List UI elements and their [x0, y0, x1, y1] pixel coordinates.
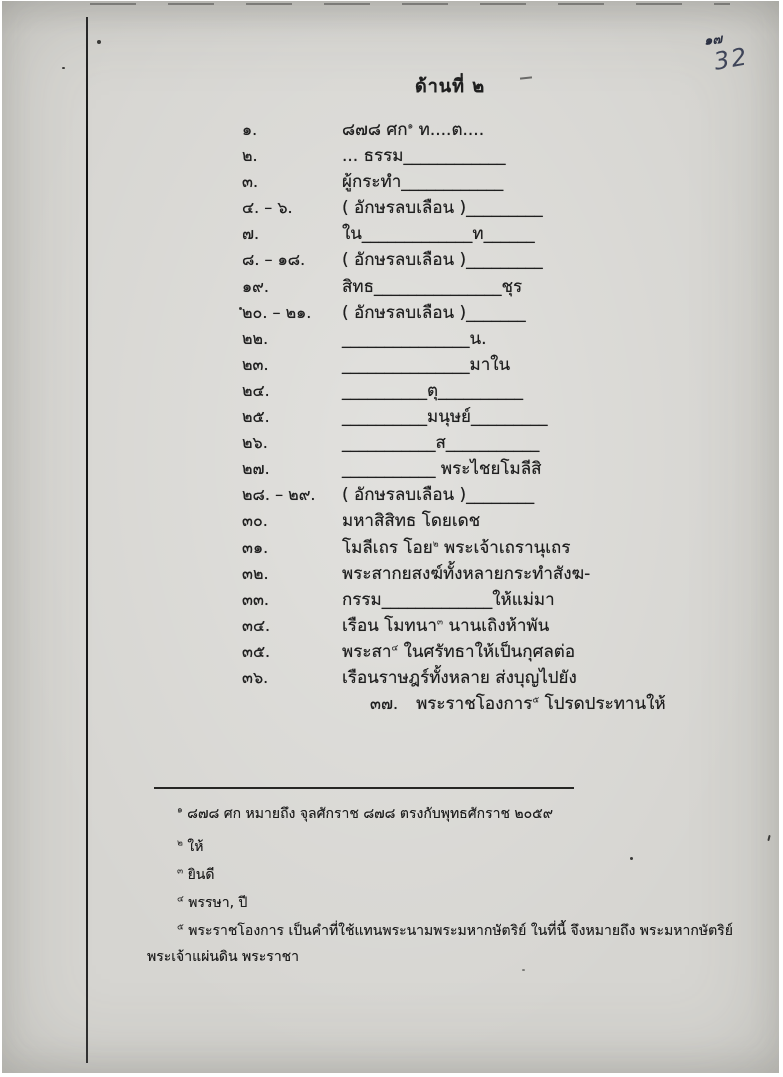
left-margin-rule	[86, 17, 88, 1063]
ink-speck	[239, 307, 242, 310]
list-row	[242, 482, 762, 508]
line-number: ๔. – ๖.	[242, 198, 293, 218]
line-text: ( อักษรลบเลือน )_________	[342, 250, 543, 271]
footnote-marker: ๑	[177, 805, 183, 816]
footnote: $^๒$ ให้	[177, 838, 204, 855]
line-text: ( อักษรลบเลือน )________	[342, 485, 535, 506]
line-number: ๓๕.	[242, 641, 271, 661]
line-text: ___________ พระไชยโมลีสิ	[342, 459, 542, 480]
line-number: ๓๗.	[370, 694, 399, 714]
footnote-ref: ๑	[407, 121, 414, 132]
footnote-ref: ๕	[532, 695, 540, 706]
list-row	[242, 587, 762, 613]
list-row	[242, 326, 762, 352]
line-text: โมลีเถร โอย$^๒$ พระเจ้าเถรานุเถร	[342, 537, 571, 558]
line-text: __________ตุ__________	[342, 380, 524, 401]
line-text: พระราชโองการ$^๕$ โปรดประทานให้	[416, 694, 666, 715]
ink-speck	[97, 40, 101, 44]
page-heading: ด้านที่ ๒	[415, 76, 486, 97]
line-text: พระสา$^๔$ ในศรัทธาให้เป็นกุศลต่อ	[342, 641, 576, 662]
line-text: ผู้กระทำ____________	[342, 172, 504, 193]
list-row	[242, 195, 762, 221]
list-row	[242, 143, 762, 169]
list-row	[242, 352, 762, 378]
line-number: ๑๙.	[242, 276, 269, 296]
line-number: ๒๘. – ๒๙.	[242, 485, 316, 505]
list-row	[242, 613, 762, 639]
line-text: ๘๗๘ ศก$^๑$ ท....ต....	[342, 120, 485, 140]
ink-speck	[522, 969, 525, 971]
ink-speck	[767, 835, 770, 841]
footnote-ref: ๒	[432, 538, 439, 549]
line-number: ๒๐. – ๒๑.	[242, 302, 312, 322]
list-row	[242, 221, 762, 247]
line-number: ๒๒.	[242, 328, 269, 348]
line-text: กรรม_____________ให้แม่มา	[342, 589, 555, 610]
pen-dash-mark	[520, 76, 532, 79]
line-text: _______________น.	[342, 328, 487, 349]
footnote-marker: ๓	[177, 866, 184, 877]
footnote-divider	[154, 787, 574, 789]
list-row	[242, 508, 762, 534]
list-row	[242, 404, 762, 430]
list-row	[242, 378, 762, 404]
line-text: _______________มาใน	[342, 354, 511, 375]
list-row	[242, 639, 762, 665]
line-number: ๗.	[242, 224, 260, 244]
footnote: $^๑$ ๘๗๘ ศก หมายถึง จุลศักราช ๘๗๘ ตรงกับพุทธศักราช ๒๐๕๙	[177, 805, 554, 822]
footnote-marker: ๒	[177, 838, 183, 849]
line-text: เรือนราษฎร์ทั้งหลาย ส่งบุญไปยัง	[342, 667, 577, 688]
line-text: สิทธ_______________ชุร	[342, 276, 523, 297]
document-page	[2, 1, 779, 1073]
line-text: ... ธรรม____________	[342, 146, 506, 167]
line-number: ๑.	[242, 120, 258, 139]
list-row	[242, 430, 762, 456]
line-text: __________มนุษย์_________	[342, 407, 548, 428]
footnotes	[147, 801, 765, 972]
line-number: ๒๖.	[242, 433, 268, 453]
list-row	[242, 561, 762, 587]
line-text: ( อักษรลบเลือน )_______	[342, 302, 526, 323]
line-text: มหาสิสิทธ โดยเดช	[342, 511, 481, 532]
ink-speck	[630, 857, 633, 860]
list-row	[242, 300, 762, 326]
line-number: ๘. – ๑๘.	[242, 250, 306, 270]
line-number: ๓.	[242, 172, 259, 192]
list-row	[242, 535, 762, 561]
footnote-marker: ๔	[177, 894, 184, 905]
line-number: ๒๕.	[242, 407, 270, 427]
line-number: ๒๗.	[242, 459, 270, 479]
handwritten-stamp: ๑๗	[703, 32, 723, 49]
footnote: $^๓$ ยินดี	[177, 866, 215, 883]
scan-edge-artifact	[90, 3, 730, 5]
line-number: ๓๐.	[242, 511, 268, 531]
footnote: $^๕$ พระราชโองการ เป็นคำที่ใช้แทนพระนามพระมหากษัตริย์ ในที่นี้ จึงหมายถึง พระมหากษัตริย์ พระเจ้าแผ่นดิน พระราชา	[147, 922, 733, 965]
footnote: $^๔$ พรรษา, ปี	[177, 894, 248, 911]
line-number: ๓๒.	[242, 563, 269, 583]
line-number: ๓๖.	[242, 667, 269, 687]
handwritten-page-number: 32	[711, 42, 751, 76]
list-row	[242, 169, 762, 195]
line-number: ๓๑.	[242, 537, 269, 557]
list-row	[242, 274, 762, 300]
line-number: ๓๓.	[242, 589, 269, 609]
footnote-ref: ๔	[391, 643, 399, 654]
line-text: พระสากยสงฆ์ทั้งหลายกระทำสังฆ-	[342, 563, 591, 584]
numbered-list	[242, 117, 762, 717]
footnote-ref: ๓	[436, 617, 444, 628]
line-number: ๒๓.	[242, 354, 269, 374]
line-text: ___________ส___________	[342, 433, 540, 454]
line-number: ๓๔.	[242, 615, 271, 635]
list-row	[242, 117, 762, 143]
list-row	[242, 247, 762, 273]
list-row	[242, 456, 762, 482]
list-row	[242, 665, 762, 691]
ink-speck	[62, 67, 65, 69]
list-row	[242, 691, 762, 717]
line-text: ใน_____________ท______	[342, 224, 535, 245]
footnote-marker: ๕	[177, 922, 184, 933]
line-number: ๒.	[242, 146, 258, 166]
line-number: ๒๔.	[242, 380, 270, 400]
line-text: ( อักษรลบเลือน )_________	[342, 198, 543, 219]
line-text: เรือน โมทนา$^๓$ นานเถิงห้าพัน	[342, 615, 550, 636]
